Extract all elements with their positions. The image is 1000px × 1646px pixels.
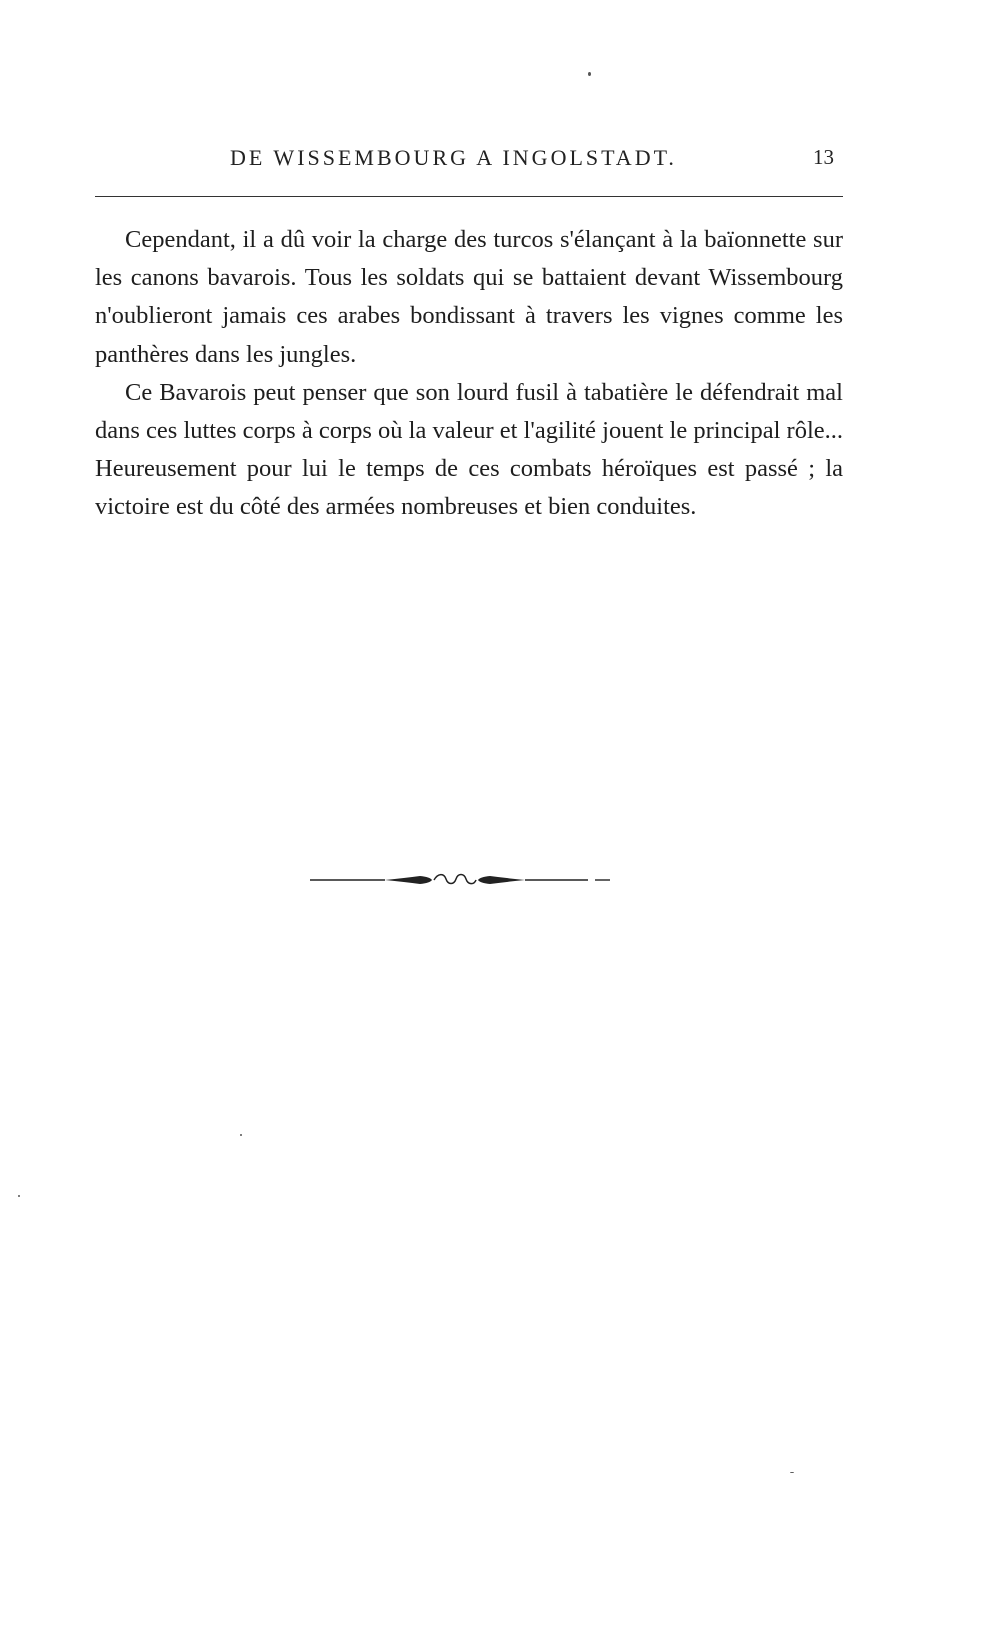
page-number: 13 [813,145,834,169]
print-speck [240,1134,242,1136]
paragraph: Cependant, il a dû voir la charge des turcos s'élançant à la baïonnette sur les canons bavarois. Tous les soldats qui se battaient devant Wissembourg n'oublieront jamais ces arabes bondissant à travers les vignes comme les panthères dans les jungles. [95,226,843,368]
header-rule [95,196,843,197]
print-speck [588,72,591,76]
body-text [95,221,843,527]
print-speck [790,1472,794,1473]
running-title: DE WISSEMBOURG A INGOLSTADT. [230,145,677,170]
print-speck [18,1195,20,1197]
paragraph: Ce Bavarois peut penser que son lourd fusil à tabatière le défendrait mal dans ces luttes corps à corps où la valeur et l'agilité jouent le principal rôle... Heureusement pour lui le temps de ces combats héroïques est passé ; la victoire est du côté des armées nombreuses et bien conduites. [95,378,844,521]
fleuron-ornament-icon [310,870,630,890]
running-head [95,145,840,175]
